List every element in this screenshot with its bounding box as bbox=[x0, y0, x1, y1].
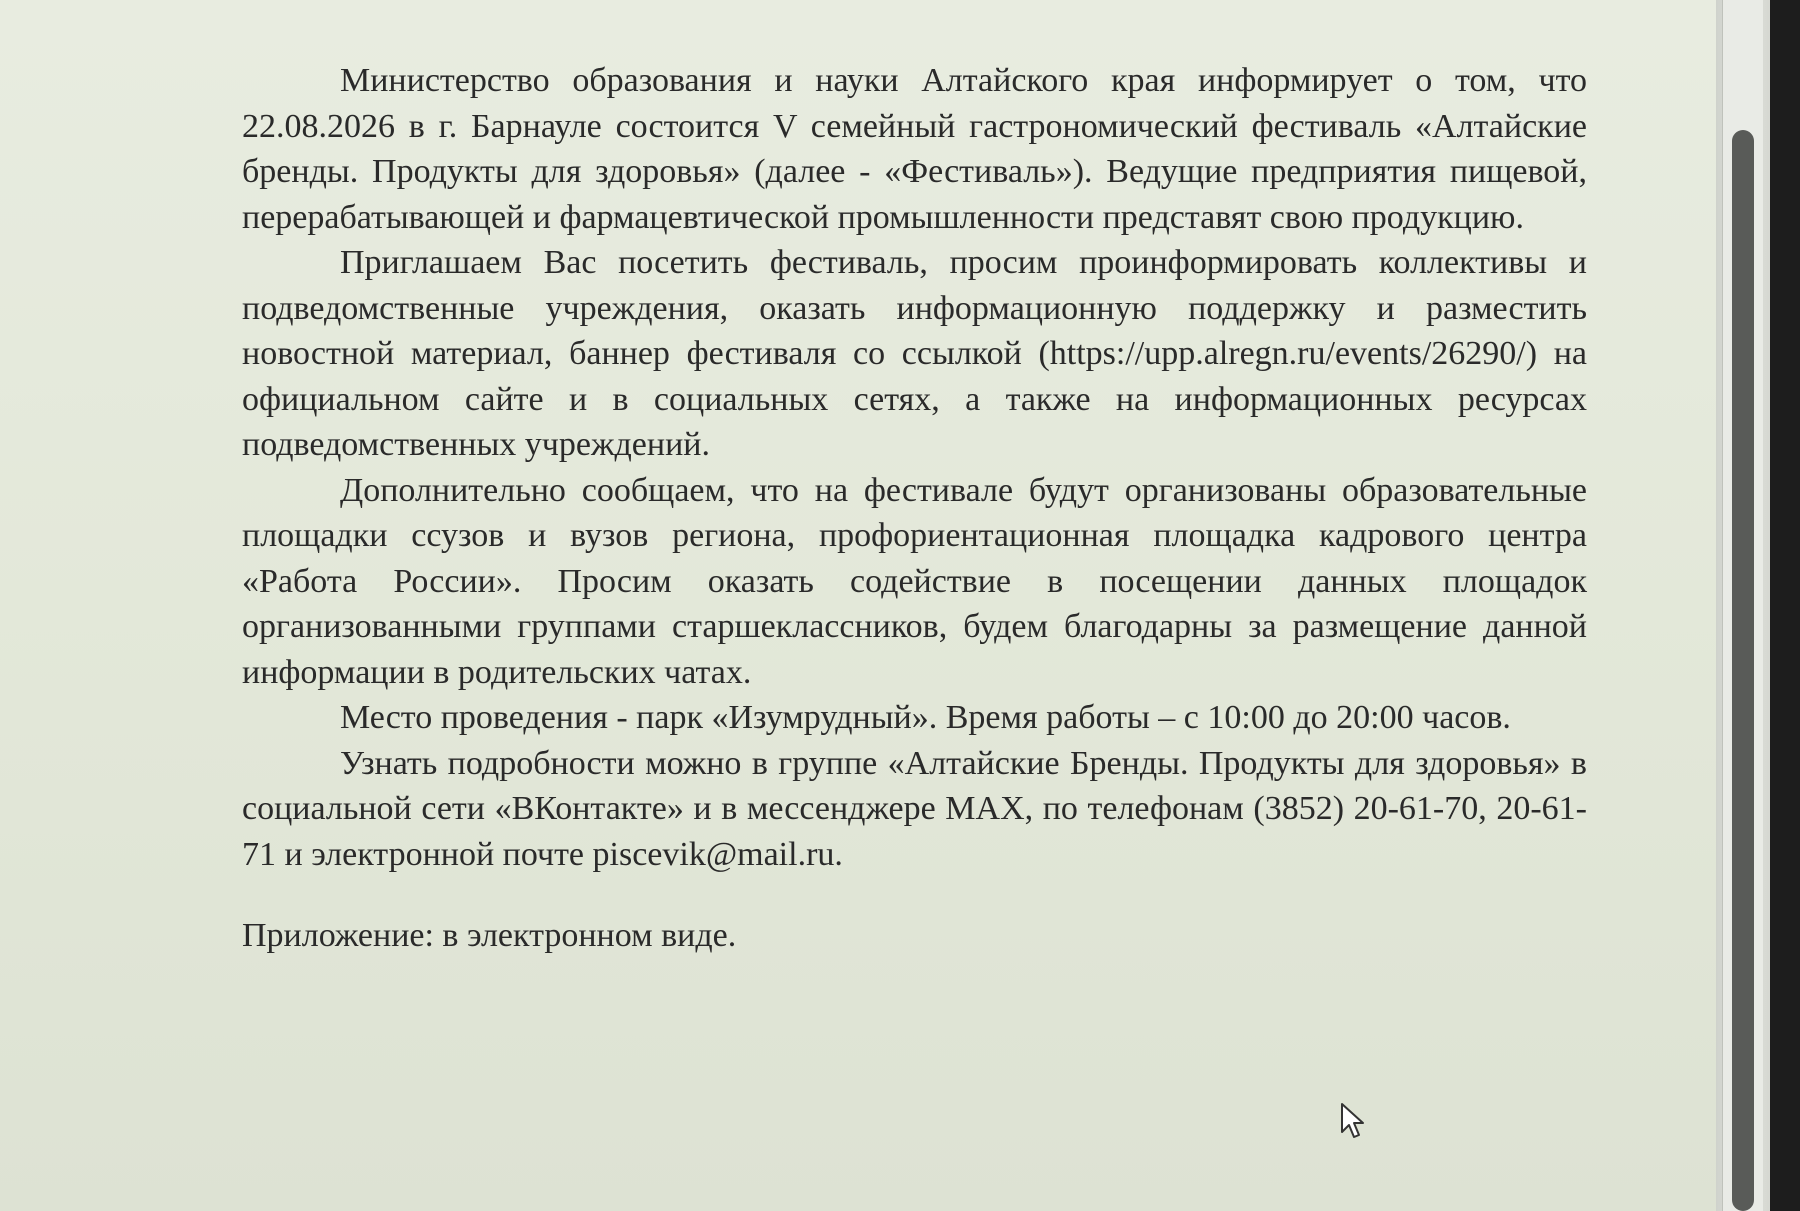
paragraph-venue-time: Место проведения - парк «Изумрудный». Время работы – с 10:00 до 20:00 часов. bbox=[340, 699, 1511, 736]
paragraph-announcement: Министерство образования и науки Алтайского края информирует о том, что 22.08.2026 в г. Барнауле состоится V семейный гастрономический фестиваль «Алтайские бренды. Продукты для здоровья» (далее - «Фестиваль»). Ведущие предприятия пищевой, перерабатывающей и фармацевтической промышленности представят свою продукцию. bbox=[242, 62, 1587, 236]
mouse-pointer-icon bbox=[1340, 1102, 1366, 1140]
paragraph-contacts: Узнать подробности можно в группе «Алтайские Бренды. Продукты для здоровья» в социальной сети «ВКонтакте» и в мессенджере MAX, по телефонам (3852) 20-61-70, 20-61-71 и электронной почте piscevik@mail.ru. bbox=[242, 744, 1587, 873]
paragraph-invitation: Приглашаем Вас посетить фестиваль, просим проинформировать коллективы и подведомственные учреждения, оказать информационную поддержку и разместить новостной материал, баннер фестиваля со ссылкой (https://upp.alregn.ru/events/26290/) на официальном сайте и в социальных сетях, а также на информационных ресурсах подведомственных учреждений. bbox=[242, 244, 1587, 463]
paragraph-additional-info: Дополнительно сообщаем, что на фестивале будут организованы образовательные площадки ссузов и вузов региона, профориентационная площадка кадрового центра «Работа России». Просим оказать содействие в посещении данных площадок организованными группами старшеклассников, будем благодарны за размещение данной информации в родительских чатах. bbox=[242, 471, 1587, 691]
scrollbar-thumb[interactable] bbox=[1732, 130, 1754, 1211]
monitor-bezel bbox=[1770, 0, 1800, 1211]
document-body bbox=[242, 58, 1587, 959]
attachment-note: Приложение: в электронном виде. bbox=[242, 917, 737, 954]
